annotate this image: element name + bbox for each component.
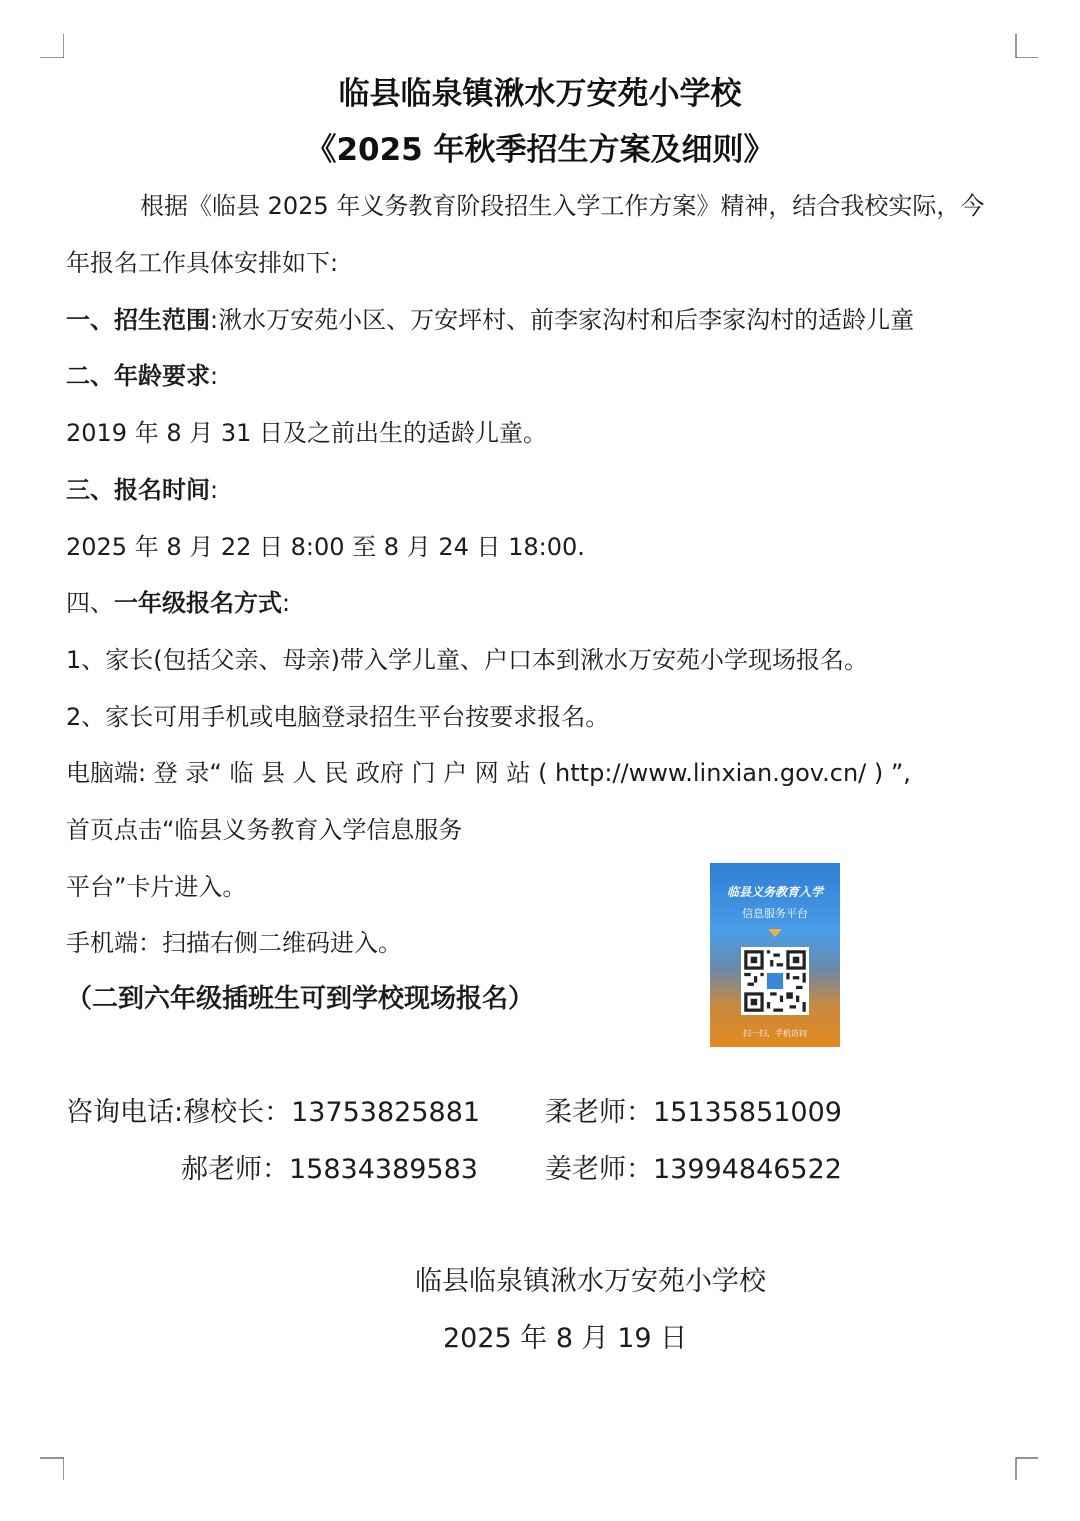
- title-plan: 《2025 年秋季招生方案及细则》: [305, 132, 775, 168]
- section-enrollment-range: [66, 300, 914, 335]
- section-heading: 二、年龄要求: [66, 362, 210, 390]
- arrow-down-icon: [768, 929, 782, 937]
- corner-mark-bottom-right: [1014, 1456, 1038, 1480]
- signature-date: 2025 年 8 月 19 日: [443, 1323, 688, 1354]
- qr-card-subtitle: 信息服务平台: [742, 907, 808, 920]
- corner-mark-top-right: [1014, 34, 1038, 58]
- pc-instruction-line1: 电脑端: 登 录“ 临 县 人 民 政府 门 户 网 站 ( http://www.linxian.gov.cn/ ) ”,: [66, 759, 911, 787]
- mobile-instruction: 手机端：扫描右侧二维码进入。: [66, 929, 402, 957]
- intro-paragraph-line1: 根据《临县 2025 年义务教育阶段招生入学工作方案》精神，结合我校实际，今: [140, 192, 985, 220]
- contact-phone-1: 咨询电话:穆校长：13753825881: [66, 1097, 481, 1128]
- qr-card-title: 临县义务教育入学: [726, 885, 823, 899]
- registration-time-text: 2025 年 8 月 22 日 8:00 至 8 月 24 日 18:00.: [66, 533, 585, 561]
- method-item-1: 1、家长(包括父亲、母亲)带入学儿童、户口本到湫水万安苑小学现场报名。: [66, 646, 868, 674]
- qr-code-icon: [741, 947, 809, 1015]
- section-registration-method: [66, 583, 290, 618]
- qr-card-footer: 扫一扫，手机访问: [743, 1029, 807, 1038]
- section-registration-time: [66, 470, 218, 505]
- corner-mark-top-left: [40, 34, 64, 58]
- transfer-student-note: （二到六年级插班生可到学校现场报名）: [66, 984, 535, 1014]
- qr-code-card[interactable]: [710, 863, 840, 1047]
- section-colon: :: [282, 589, 291, 617]
- intro-paragraph-line2: 年报名工作具体安排如下:: [66, 249, 339, 277]
- age-requirement-text: 2019 年 8 月 31 日及之前出生的适龄儿童。: [66, 419, 548, 447]
- section-age-requirement: [66, 356, 218, 391]
- section-number: 四、: [66, 589, 114, 617]
- title-school: 临县临泉镇湫水万安苑小学校: [338, 76, 742, 112]
- contact-phone-4: 姜老师：13994846522: [545, 1154, 842, 1185]
- pc-instruction-line2: 首页点击“临县义务教育入学信息服务: [66, 816, 463, 844]
- section-heading: 三、报名时间: [66, 476, 210, 504]
- section-heading: 一年级报名方式: [114, 589, 282, 617]
- pc-instruction-line3: 平台”卡片进入。: [66, 873, 247, 901]
- method-item-2: 2、家长可用手机或电脑登录招生平台按要求报名。: [66, 703, 610, 731]
- section-heading: 一、招生范围: [66, 306, 210, 334]
- contact-phone-3: 郝老师：15834389583: [181, 1154, 478, 1185]
- section-colon: :: [210, 362, 219, 390]
- contact-phone-2: 柔老师：15135851009: [545, 1097, 842, 1128]
- signature-school: 临县临泉镇湫水万安苑小学校: [415, 1266, 766, 1297]
- corner-mark-bottom-left: [40, 1456, 64, 1480]
- section-body: :湫水万安苑小区、万安坪村、前李家沟村和后李家沟村的适龄儿童: [210, 306, 915, 334]
- section-colon: :: [210, 476, 219, 504]
